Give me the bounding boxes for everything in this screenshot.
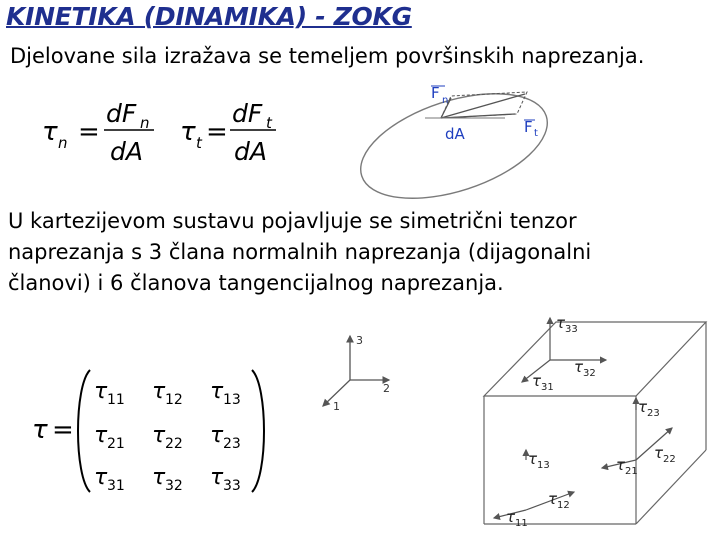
tensor-cell-21 <box>94 423 125 452</box>
stress-label-index: 12 <box>557 500 570 511</box>
tensor-cell-11 <box>94 379 125 408</box>
tensor-cell-32 <box>152 465 183 494</box>
surface-outline <box>348 73 560 219</box>
axis-1-label: 1 <box>333 400 340 413</box>
stress-label-index: 11 <box>515 518 528 529</box>
tau-n-subscript: n <box>58 134 68 152</box>
cube-stress-22 <box>636 428 676 465</box>
cube-stress-31 <box>522 360 554 393</box>
tensor-cell-symbol: τ <box>152 423 166 448</box>
matrix-left-paren <box>78 370 90 492</box>
tensor-cell-12 <box>152 379 183 408</box>
cube-stress-32 <box>550 358 606 379</box>
formula2-denominator: dA <box>234 137 267 166</box>
tensor-cell-22 <box>152 423 183 452</box>
slide-title: KINETIKA (DINAMIKA) - ZOKG <box>6 2 412 31</box>
formula1-numerator-sub: n <box>140 114 150 132</box>
tensor-cell-symbol: τ <box>94 465 108 490</box>
tensor-cell-index: 33 <box>223 478 241 494</box>
cube-stress-21 <box>602 456 638 477</box>
stress-label-symbol: τ <box>548 490 558 508</box>
stress-label-symbol: τ <box>654 444 664 462</box>
stress-label-index: 21 <box>625 466 638 477</box>
stress-label-index: 22 <box>663 454 676 465</box>
coordinate-axes <box>315 330 395 415</box>
matrix-right-paren <box>252 370 264 492</box>
tensor-cell-symbol: τ <box>210 379 224 404</box>
tensor-cell-symbol: τ <box>94 423 108 448</box>
formula2-equals: = <box>206 117 228 147</box>
ft-label-sub: t <box>534 128 538 139</box>
tensor-cell-index: 11 <box>107 392 125 408</box>
tensor-cell-31 <box>94 465 125 494</box>
fn-label-sub: n <box>442 95 449 106</box>
stress-cube-diagram <box>470 310 720 540</box>
tensor-equals: = <box>52 415 74 445</box>
tensor-cell-33 <box>210 465 241 494</box>
tensor-cell-symbol: τ <box>210 423 224 448</box>
tau-t-symbol: τ <box>180 117 196 147</box>
stress-label-symbol: τ <box>616 456 626 474</box>
ft-label: F <box>524 118 533 136</box>
cube-top-face <box>484 322 706 396</box>
surface-force-figure <box>355 78 555 208</box>
axis-2-label: 2 <box>383 382 390 395</box>
tensor-cell-index: 31 <box>107 478 125 494</box>
formula1-numerator: dF <box>106 99 137 128</box>
tensor-cell-index: 13 <box>223 392 241 408</box>
stress-label-symbol: τ <box>556 314 566 332</box>
tensor-symbol: τ <box>32 415 48 445</box>
stress-label-symbol: τ <box>638 398 648 416</box>
tensor-cell-index: 23 <box>223 436 241 452</box>
cube-stress-23 <box>636 398 660 419</box>
stress-label-index: 23 <box>647 408 660 419</box>
tensor-cell-index: 12 <box>165 392 183 408</box>
cube-stress-11 <box>494 508 528 529</box>
stress-label-symbol: τ <box>532 372 542 390</box>
tensor-cell-index: 22 <box>165 436 183 452</box>
formula2-numerator: dF <box>232 99 263 128</box>
stress-tensor-matrix <box>28 366 268 496</box>
tensor-cell-13 <box>210 379 241 408</box>
formula1-denominator: dA <box>110 137 143 166</box>
stress-label-index: 31 <box>541 382 554 393</box>
formula1-equals: = <box>78 117 100 147</box>
tensor-cell-symbol: τ <box>94 379 108 404</box>
cube-stress-12 <box>526 490 574 511</box>
tensor-cell-symbol: τ <box>152 465 166 490</box>
stress-label-index: 32 <box>583 368 596 379</box>
stress-label-symbol: τ <box>528 450 538 468</box>
stress-label-index: 13 <box>537 460 550 471</box>
tensor-cell-23 <box>210 423 241 452</box>
tau-t-subscript: t <box>196 134 202 152</box>
intro-text: Djelovane sila izražava se temeljem površinskih naprezanja. <box>10 44 645 68</box>
tensor-cell-index: 32 <box>165 478 183 494</box>
tau-n-symbol: τ <box>42 117 58 147</box>
tensor-cell-symbol: τ <box>152 379 166 404</box>
tensor-cell-index: 21 <box>107 436 125 452</box>
stress-label-index: 33 <box>565 324 578 335</box>
fn-label: F <box>431 84 440 102</box>
da-label: dA <box>445 125 465 143</box>
stress-formulas <box>40 92 300 172</box>
tensor-cell-symbol: τ <box>210 465 224 490</box>
axis-3-label: 3 <box>356 334 363 347</box>
cube-stress-33 <box>550 314 578 360</box>
tensor-explanation-text: U kartezijevom sustavu pojavljuje se simetrični tenzor naprezanja s 3 člana normalnih naprezanja (dijagonalni članovi) i 6 članova tangencijalnog naprezanja. <box>8 209 592 295</box>
stress-label-symbol: τ <box>574 358 584 376</box>
cube-stress-13 <box>526 450 550 471</box>
formula2-numerator-sub: t <box>266 114 272 132</box>
stress-label-symbol: τ <box>506 508 516 526</box>
